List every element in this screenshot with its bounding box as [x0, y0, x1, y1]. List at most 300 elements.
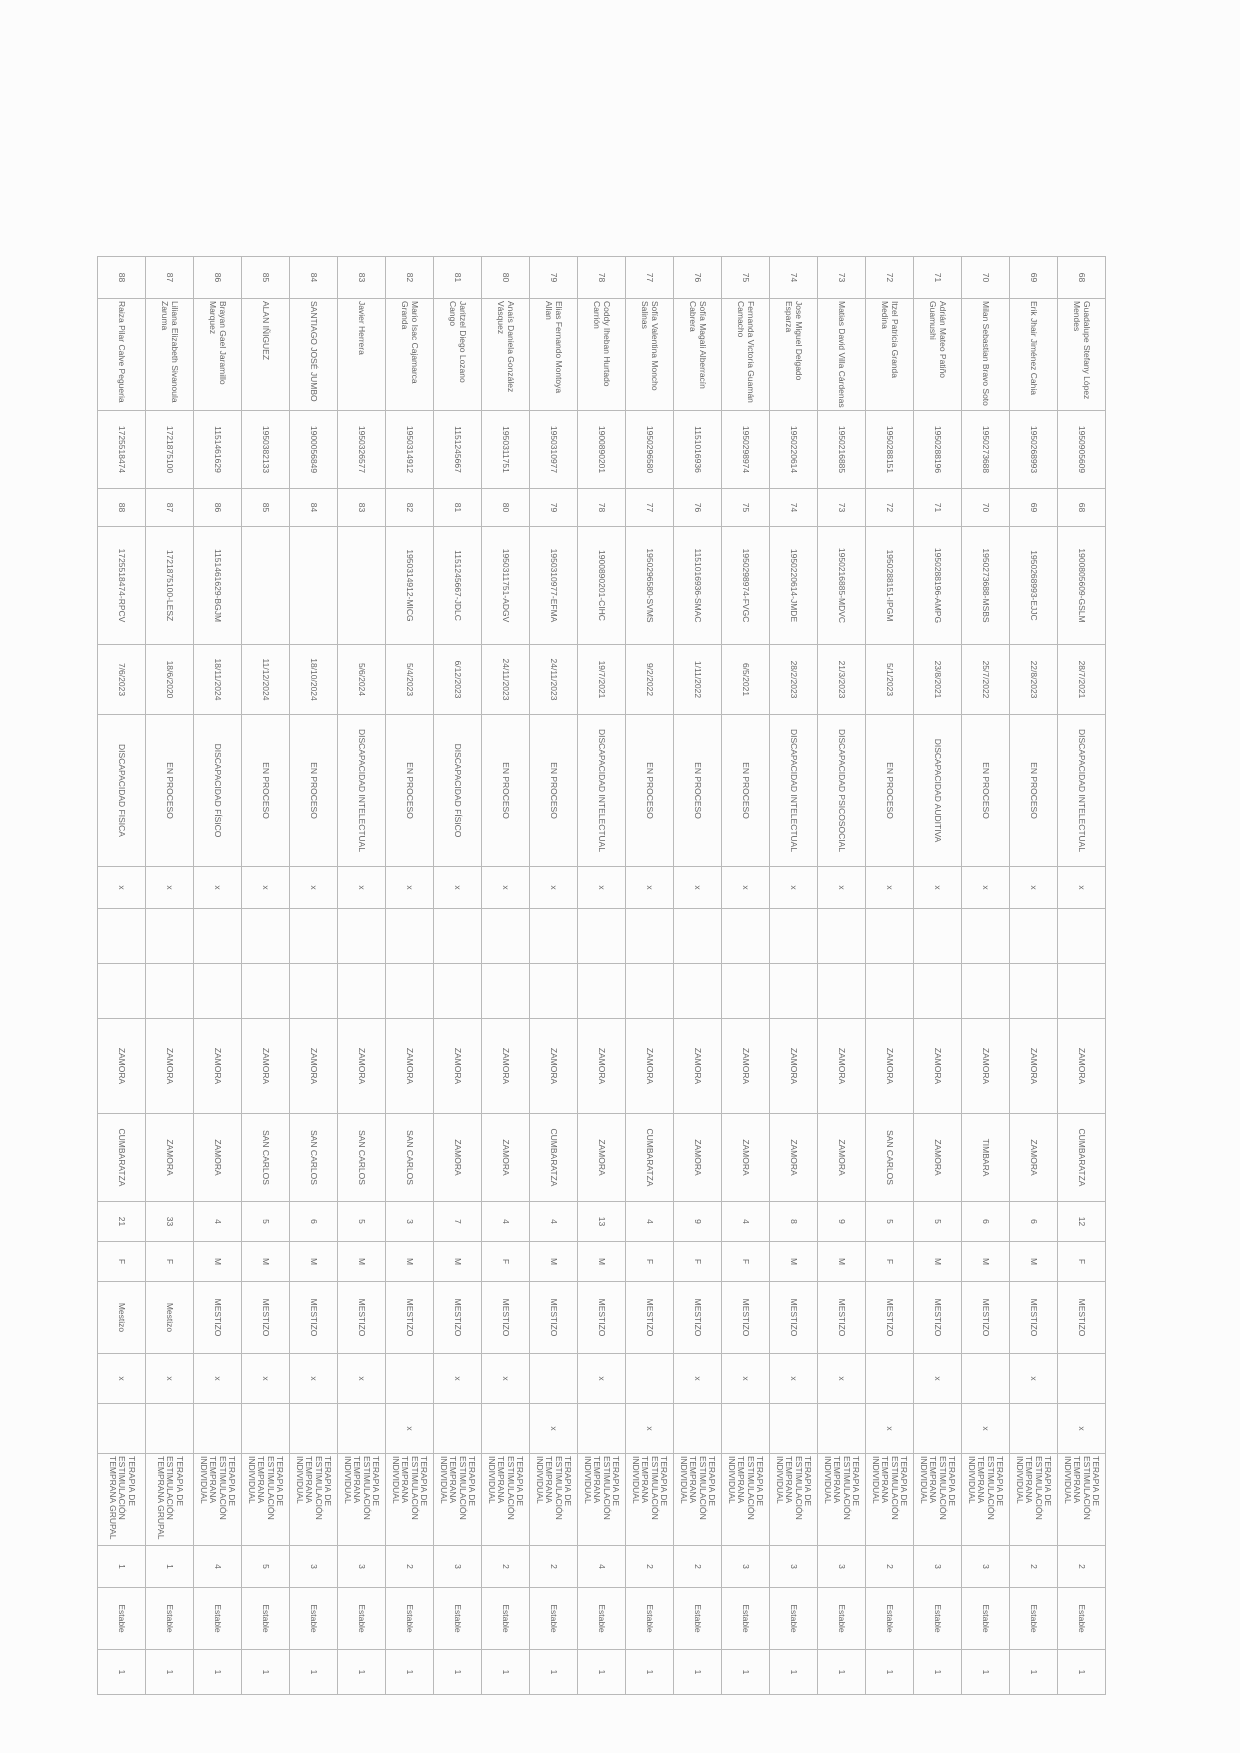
index-cell: 75 — [722, 489, 770, 527]
count-cell: 1 — [98, 1650, 146, 1695]
age-cell: 33 — [146, 1202, 194, 1242]
row-number-cell: 85 — [242, 257, 290, 299]
status-cell: Estable — [98, 1588, 146, 1650]
empty-cell — [530, 909, 578, 964]
name-cell: Sofía Magali Alberracín Cabrera — [674, 299, 722, 411]
sex-cell: M — [194, 1242, 242, 1282]
row-number-cell: 70 — [962, 257, 1010, 299]
mark-cell: x — [194, 1354, 242, 1404]
table-row — [1010, 257, 1058, 1695]
condition-cell: EN PROCESO — [866, 715, 914, 867]
service-cell: TERAPIA DE ESTIMULACIÓN TEMPRANA INDIVIDUAL — [194, 1454, 242, 1546]
service-cell: TERAPIA DE ESTIMULACIÓN TEMPRANA INDIVIDUAL — [962, 1454, 1010, 1546]
frequency-cell: 2 — [674, 1546, 722, 1588]
canton-cell: ZAMORA — [1010, 1019, 1058, 1114]
date-cell: 5/1/2023 — [866, 645, 914, 715]
age-cell: 4 — [722, 1202, 770, 1242]
frequency-cell: 1 — [98, 1546, 146, 1588]
mark-cell — [722, 1404, 770, 1454]
code-cell: 1950288196-AMPG — [914, 527, 962, 645]
empty-cell — [1058, 909, 1106, 964]
empty-cell — [578, 909, 626, 964]
parish-cell: CUMBARATZA — [1058, 1114, 1106, 1202]
sex-cell: M — [914, 1242, 962, 1282]
condition-cell: DISCAPACIDAD FÍSICO — [434, 715, 482, 867]
empty-cell — [626, 964, 674, 1019]
mark-cell — [482, 1404, 530, 1454]
date-cell: 6/5/2021 — [722, 645, 770, 715]
ethnicity-cell: MESTIZO — [770, 1282, 818, 1354]
table-row — [482, 257, 530, 1695]
sex-cell: F — [98, 1242, 146, 1282]
age-cell: 9 — [818, 1202, 866, 1242]
table-row — [530, 257, 578, 1695]
status-cell: Estable — [338, 1588, 386, 1650]
empty-cell — [1010, 964, 1058, 1019]
ethnicity-cell: MESTIZO — [482, 1282, 530, 1354]
mark-cell — [962, 1354, 1010, 1404]
mark-cell — [530, 1354, 578, 1404]
table-row — [578, 257, 626, 1695]
status-cell: Estable — [914, 1588, 962, 1650]
frequency-cell: 2 — [1010, 1546, 1058, 1588]
beneficiaries-table — [97, 256, 1106, 1695]
age-cell: 5 — [338, 1202, 386, 1242]
parish-cell: ZAMORA — [770, 1114, 818, 1202]
sex-cell: M — [386, 1242, 434, 1282]
ethnicity-cell: MESTIZO — [290, 1282, 338, 1354]
code-cell: 1900890201-CIHC — [578, 527, 626, 645]
mark-cell: x — [338, 1354, 386, 1404]
frequency-cell: 3 — [290, 1546, 338, 1588]
mark-cell: x — [578, 867, 626, 909]
row-number-cell: 71 — [914, 257, 962, 299]
code-cell — [338, 527, 386, 645]
ethnicity-cell: MESTIZO — [1010, 1282, 1058, 1354]
code-cell: 1721875100-LESZ — [146, 527, 194, 645]
sex-cell: M — [770, 1242, 818, 1282]
ethnicity-cell: MESTIZO — [530, 1282, 578, 1354]
canton-cell: ZAMORA — [626, 1019, 674, 1114]
id-number-cell: 1950296580 — [626, 411, 674, 489]
mark-cell — [674, 1404, 722, 1454]
sex-cell: M — [434, 1242, 482, 1282]
canton-cell: ZAMORA — [770, 1019, 818, 1114]
count-cell: 1 — [1010, 1650, 1058, 1695]
sex-cell: F — [482, 1242, 530, 1282]
canton-cell: ZAMORA — [386, 1019, 434, 1114]
date-cell: 23/8/2021 — [914, 645, 962, 715]
count-cell: 1 — [482, 1650, 530, 1695]
name-cell: ALAN IÑIGUEZ — [242, 299, 290, 411]
id-number-cell: 1950220614 — [770, 411, 818, 489]
canton-cell: ZAMORA — [482, 1019, 530, 1114]
age-cell: 7 — [434, 1202, 482, 1242]
date-cell: 5/6/2024 — [338, 645, 386, 715]
ethnicity-cell: MESTIZO — [626, 1282, 674, 1354]
condition-cell: EN PROCESO — [962, 715, 1010, 867]
code-cell: 1950268993-EJJC — [1010, 527, 1058, 645]
name-cell: Milan Sebastian Bravo Soto — [962, 299, 1010, 411]
table-row — [914, 257, 962, 1695]
empty-cell — [1010, 909, 1058, 964]
mark-cell: x — [242, 867, 290, 909]
table-row — [146, 257, 194, 1695]
service-cell: TERAPIA DE ESTIMULACIÓN TEMPRANA INDIVIDUAL — [386, 1454, 434, 1546]
mark-cell: x — [434, 867, 482, 909]
empty-cell — [770, 964, 818, 1019]
mark-cell: x — [578, 1354, 626, 1404]
service-cell: TERAPIA DE ESTIMULACIÓN TEMPRANA INDIVIDUAL — [482, 1454, 530, 1546]
table-row — [770, 257, 818, 1695]
empty-cell — [962, 909, 1010, 964]
index-cell: 79 — [530, 489, 578, 527]
mark-cell — [290, 1404, 338, 1454]
canton-cell: ZAMORA — [866, 1019, 914, 1114]
parish-cell: ZAMORA — [722, 1114, 770, 1202]
table-row — [818, 257, 866, 1695]
service-cell: TERAPIA DE ESTIMULACIÓN TEMPRANA INDIVIDUAL — [530, 1454, 578, 1546]
canton-cell: ZAMORA — [290, 1019, 338, 1114]
empty-cell — [578, 964, 626, 1019]
index-cell: 73 — [818, 489, 866, 527]
id-number-cell: 1950273688 — [962, 411, 1010, 489]
sex-cell: M — [962, 1242, 1010, 1282]
canton-cell: ZAMORA — [338, 1019, 386, 1114]
name-cell: Jaritzel Diego Lozano Cango — [434, 299, 482, 411]
parish-cell: SAN CARLOS — [338, 1114, 386, 1202]
frequency-cell: 3 — [962, 1546, 1010, 1588]
sex-cell: M — [290, 1242, 338, 1282]
service-cell: TERAPIA DE ESTIMULACIÓN TEMPRANA INDIVIDUAL — [866, 1454, 914, 1546]
id-number-cell: 1151245667 — [434, 411, 482, 489]
empty-cell — [482, 909, 530, 964]
mark-cell — [914, 1404, 962, 1454]
name-cell: SANTIAGO JOSÉ JUMBO — [290, 299, 338, 411]
service-cell: TERAPIA DE ESTIMULACIÓN TEMPRANA INDIVIDUAL — [434, 1454, 482, 1546]
row-number-cell: 88 — [98, 257, 146, 299]
empty-cell — [866, 964, 914, 1019]
empty-cell — [386, 909, 434, 964]
date-cell: 19/7/2021 — [578, 645, 626, 715]
index-cell: 77 — [626, 489, 674, 527]
empty-cell — [866, 909, 914, 964]
age-cell: 5 — [914, 1202, 962, 1242]
canton-cell: ZAMORA — [722, 1019, 770, 1114]
mark-cell: x — [866, 867, 914, 909]
row-number-cell: 86 — [194, 257, 242, 299]
status-cell: Estable — [242, 1588, 290, 1650]
status-cell: Estable — [626, 1588, 674, 1650]
service-cell: TERAPIA DE ESTIMULACIÓN TEMPRANA INDIVIDUAL — [1010, 1454, 1058, 1546]
row-number-cell: 69 — [1010, 257, 1058, 299]
mark-cell — [146, 1404, 194, 1454]
count-cell: 1 — [1058, 1650, 1106, 1695]
id-number-cell: 1950382133 — [242, 411, 290, 489]
status-cell: Estable — [1058, 1588, 1106, 1650]
ethnicity-cell: MESTIZO — [242, 1282, 290, 1354]
frequency-cell: 2 — [1058, 1546, 1106, 1588]
index-cell: 88 — [98, 489, 146, 527]
status-cell: Estable — [290, 1588, 338, 1650]
index-cell: 69 — [1010, 489, 1058, 527]
mark-cell — [578, 1404, 626, 1454]
service-cell: TERAPIA DE ESTIMULACIÓN TEMPRANA INDIVIDUAL — [674, 1454, 722, 1546]
empty-cell — [338, 909, 386, 964]
canton-cell: ZAMORA — [1058, 1019, 1106, 1114]
empty-cell — [434, 909, 482, 964]
mark-cell — [194, 1404, 242, 1454]
mark-cell: x — [626, 1404, 674, 1454]
mark-cell: x — [482, 1354, 530, 1404]
age-cell: 4 — [194, 1202, 242, 1242]
mark-cell: x — [386, 1404, 434, 1454]
mark-cell: x — [530, 867, 578, 909]
service-cell: TERAPIA DE ESTIMULACIÓN TEMPRANA INDIVIDUAL — [578, 1454, 626, 1546]
canton-cell: ZAMORA — [674, 1019, 722, 1114]
count-cell: 1 — [818, 1650, 866, 1695]
empty-cell — [962, 964, 1010, 1019]
frequency-cell: 2 — [530, 1546, 578, 1588]
frequency-cell: 4 — [578, 1546, 626, 1588]
mark-cell: x — [530, 1404, 578, 1454]
frequency-cell: 2 — [626, 1546, 674, 1588]
mark-cell: x — [818, 867, 866, 909]
mark-cell: x — [194, 867, 242, 909]
sex-cell: M — [530, 1242, 578, 1282]
mark-cell — [626, 1354, 674, 1404]
mark-cell — [770, 1404, 818, 1454]
index-cell: 85 — [242, 489, 290, 527]
date-cell: 24/11/2023 — [482, 645, 530, 715]
status-cell: Estable — [866, 1588, 914, 1650]
sex-cell: F — [146, 1242, 194, 1282]
code-cell: 1151461629-BGJM — [194, 527, 242, 645]
service-cell: TERAPIA DE ESTIMULACIÓN TEMPRANA GRUPAL — [146, 1454, 194, 1546]
index-cell: 71 — [914, 489, 962, 527]
count-cell: 1 — [866, 1650, 914, 1695]
count-cell: 1 — [914, 1650, 962, 1695]
code-cell: 1950314912-MICG — [386, 527, 434, 645]
age-cell: 13 — [578, 1202, 626, 1242]
sex-cell: F — [866, 1242, 914, 1282]
canton-cell: ZAMORA — [578, 1019, 626, 1114]
condition-cell: DISCAPACIDAD INTELECTUAL — [578, 715, 626, 867]
mark-cell: x — [98, 1354, 146, 1404]
name-cell: Adrián Mateo Patiño Guamushi — [914, 299, 962, 411]
condition-cell: DISCAPACIDAD FÍSICO — [194, 715, 242, 867]
status-cell: Estable — [722, 1588, 770, 1650]
ethnicity-cell: MESTIZO — [338, 1282, 386, 1354]
count-cell: 1 — [770, 1650, 818, 1695]
name-cell: Elias Fernando Montoya Allan — [530, 299, 578, 411]
service-cell: TERAPIA DE ESTIMULACIÓN TEMPRANA INDIVIDUAL — [1058, 1454, 1106, 1546]
empty-cell — [242, 964, 290, 1019]
empty-cell — [722, 909, 770, 964]
table-row — [866, 257, 914, 1695]
name-cell: Javier Herrera — [338, 299, 386, 411]
parish-cell: ZAMORA — [914, 1114, 962, 1202]
count-cell: 1 — [626, 1650, 674, 1695]
empty-cell — [98, 964, 146, 1019]
count-cell: 1 — [578, 1650, 626, 1695]
id-number-cell: 1725518474 — [98, 411, 146, 489]
name-cell: Coddy Iheban Hurtado Carrión — [578, 299, 626, 411]
parish-cell: SAN CARLOS — [242, 1114, 290, 1202]
service-cell: TERAPIA DE ESTIMULACIÓN TEMPRANA GRUPAL — [98, 1454, 146, 1546]
canton-cell: ZAMORA — [914, 1019, 962, 1114]
parish-cell: TIMBARA — [962, 1114, 1010, 1202]
age-cell: 5 — [866, 1202, 914, 1242]
mark-cell — [818, 1404, 866, 1454]
mark-cell: x — [1010, 867, 1058, 909]
mark-cell: x — [146, 1354, 194, 1404]
empty-cell — [290, 909, 338, 964]
table-row — [338, 257, 386, 1695]
row-number-cell: 79 — [530, 257, 578, 299]
empty-cell — [914, 964, 962, 1019]
mark-cell: x — [1058, 867, 1106, 909]
service-cell: TERAPIA DE ESTIMULACIÓN TEMPRANA INDIVIDUAL — [338, 1454, 386, 1546]
id-number-cell: 1950216885 — [818, 411, 866, 489]
mark-cell: x — [914, 867, 962, 909]
index-cell: 76 — [674, 489, 722, 527]
id-number-cell: 1950314912 — [386, 411, 434, 489]
index-cell: 74 — [770, 489, 818, 527]
ethnicity-cell: Mestizo — [146, 1282, 194, 1354]
status-cell: Estable — [146, 1588, 194, 1650]
condition-cell: EN PROCESO — [530, 715, 578, 867]
name-cell: Mario Isac Cajamarca Granda — [386, 299, 434, 411]
empty-cell — [146, 964, 194, 1019]
mark-cell: x — [962, 867, 1010, 909]
ethnicity-cell: MESTIZO — [866, 1282, 914, 1354]
status-cell: Estable — [1010, 1588, 1058, 1650]
mark-cell: x — [770, 1354, 818, 1404]
frequency-cell: 4 — [194, 1546, 242, 1588]
condition-cell: DISCAPACIDAD AUDITIVA — [914, 715, 962, 867]
table-row — [1058, 257, 1106, 1695]
empty-cell — [194, 964, 242, 1019]
condition-cell: EN PROCESO — [386, 715, 434, 867]
index-cell: 78 — [578, 489, 626, 527]
age-cell: 21 — [98, 1202, 146, 1242]
mark-cell: x — [674, 1354, 722, 1404]
row-number-cell: 76 — [674, 257, 722, 299]
parish-cell: SAN CARLOS — [866, 1114, 914, 1202]
parish-cell: ZAMORA — [482, 1114, 530, 1202]
ethnicity-cell: MESTIZO — [818, 1282, 866, 1354]
id-number-cell: 1151461629 — [194, 411, 242, 489]
index-cell: 80 — [482, 489, 530, 527]
date-cell: 24/11/2023 — [530, 645, 578, 715]
empty-cell — [290, 964, 338, 1019]
condition-cell: EN PROCESO — [290, 715, 338, 867]
table-row — [242, 257, 290, 1695]
code-cell: 1950273688-MSBS — [962, 527, 1010, 645]
date-cell: 18/11/2024 — [194, 645, 242, 715]
date-cell: 22/8/2023 — [1010, 645, 1058, 715]
condition-cell: DISCAPACIDAD INTELECTUAL — [1058, 715, 1106, 867]
condition-cell: DISCAPACIDAD INTELECTUAL — [338, 715, 386, 867]
condition-cell: EN PROCESO — [482, 715, 530, 867]
code-cell: 1950216885-MDVC — [818, 527, 866, 645]
canton-cell: ZAMORA — [98, 1019, 146, 1114]
empty-cell — [386, 964, 434, 1019]
condition-cell: EN PROCESO — [242, 715, 290, 867]
count-cell: 1 — [962, 1650, 1010, 1695]
service-cell: TERAPIA DE ESTIMULACIÓN TEMPRANA INDIVIDUAL — [290, 1454, 338, 1546]
mark-cell: x — [290, 1354, 338, 1404]
sex-cell: F — [626, 1242, 674, 1282]
empty-cell — [530, 964, 578, 1019]
id-number-cell: 1950288151 — [866, 411, 914, 489]
empty-cell — [626, 909, 674, 964]
parish-cell: SAN CARLOS — [386, 1114, 434, 1202]
index-cell: 84 — [290, 489, 338, 527]
empty-cell — [98, 909, 146, 964]
condition-cell: DISCAPACIDAD INTELECTUAL — [770, 715, 818, 867]
count-cell: 1 — [530, 1650, 578, 1695]
age-cell: 4 — [530, 1202, 578, 1242]
count-cell: 1 — [290, 1650, 338, 1695]
empty-cell — [434, 964, 482, 1019]
id-number-cell: 1950298974 — [722, 411, 770, 489]
index-cell: 68 — [1058, 489, 1106, 527]
condition-cell: DISCAPACIDAD PSICOSOCIAL — [818, 715, 866, 867]
table-row — [98, 257, 146, 1695]
mark-cell — [1058, 1354, 1106, 1404]
canton-cell: ZAMORA — [530, 1019, 578, 1114]
id-number-cell: 1950310977 — [530, 411, 578, 489]
empty-cell — [674, 909, 722, 964]
condition-cell: EN PROCESO — [722, 715, 770, 867]
table-row — [290, 257, 338, 1695]
frequency-cell: 2 — [386, 1546, 434, 1588]
age-cell: 12 — [1058, 1202, 1106, 1242]
id-number-cell: 1900056849 — [290, 411, 338, 489]
mark-cell — [98, 1404, 146, 1454]
table-row — [722, 257, 770, 1695]
table-body — [98, 257, 1106, 1695]
condition-cell: EN PROCESO — [146, 715, 194, 867]
name-cell: Erik Jhair Jiménez Cahia — [1010, 299, 1058, 411]
frequency-cell: 3 — [434, 1546, 482, 1588]
age-cell: 4 — [482, 1202, 530, 1242]
empty-cell — [338, 964, 386, 1019]
status-cell: Estable — [962, 1588, 1010, 1650]
frequency-cell: 3 — [338, 1546, 386, 1588]
canton-cell: ZAMORA — [818, 1019, 866, 1114]
empty-cell — [146, 909, 194, 964]
date-cell: 21/3/2023 — [818, 645, 866, 715]
name-cell: Liliana Elizabeth Sivanoula Zaruma — [146, 299, 194, 411]
empty-cell — [818, 964, 866, 1019]
id-number-cell: 1950905609 — [1058, 411, 1106, 489]
count-cell: 1 — [674, 1650, 722, 1695]
count-cell: 1 — [242, 1650, 290, 1695]
age-cell: 3 — [386, 1202, 434, 1242]
table-row — [386, 257, 434, 1695]
age-cell: 6 — [962, 1202, 1010, 1242]
empty-cell — [482, 964, 530, 1019]
count-cell: 1 — [722, 1650, 770, 1695]
ethnicity-cell: MESTIZO — [386, 1282, 434, 1354]
table-row — [626, 257, 674, 1695]
ethnicity-cell: MESTIZO — [674, 1282, 722, 1354]
row-number-cell: 83 — [338, 257, 386, 299]
mark-cell — [1010, 1404, 1058, 1454]
